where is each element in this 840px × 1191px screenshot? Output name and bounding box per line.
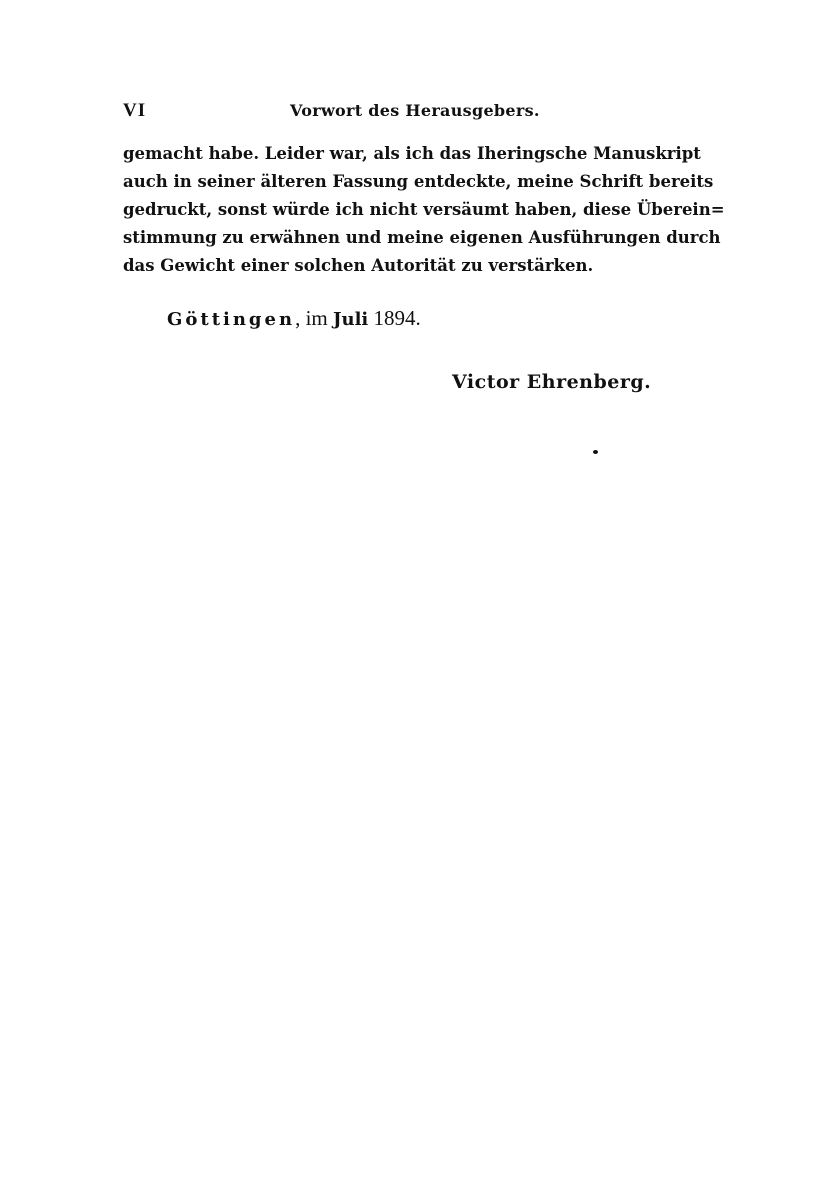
text-line: gemacht habe. Leider war, als ich das Iheringsche Manuskript bbox=[123, 144, 701, 163]
running-head: Vorwort des Herausgebers. bbox=[290, 101, 540, 120]
text-line: stimmung zu erwähnen und meine eigenen Ausführungen durch bbox=[123, 228, 721, 247]
dateline-month: Juli bbox=[332, 309, 369, 330]
text-line: gedruckt, sonst würde ich nicht versäumt haben, diese Überein= bbox=[123, 200, 725, 219]
page-number: VI bbox=[123, 100, 147, 121]
ink-speck bbox=[593, 450, 598, 454]
signature: Victor Ehrenberg. bbox=[452, 371, 652, 393]
dateline bbox=[167, 306, 421, 331]
dateline-separator: , im bbox=[295, 306, 333, 330]
text-line: auch in seiner älteren Fassung entdeckte, meine Schrift bereits bbox=[123, 172, 714, 191]
body-paragraph bbox=[123, 140, 725, 280]
dateline-place: Göttingen bbox=[167, 309, 296, 330]
text-line: das Gewicht einer solchen Autorität zu verstärken. bbox=[123, 256, 594, 275]
dateline-year: 1894. bbox=[368, 306, 421, 330]
